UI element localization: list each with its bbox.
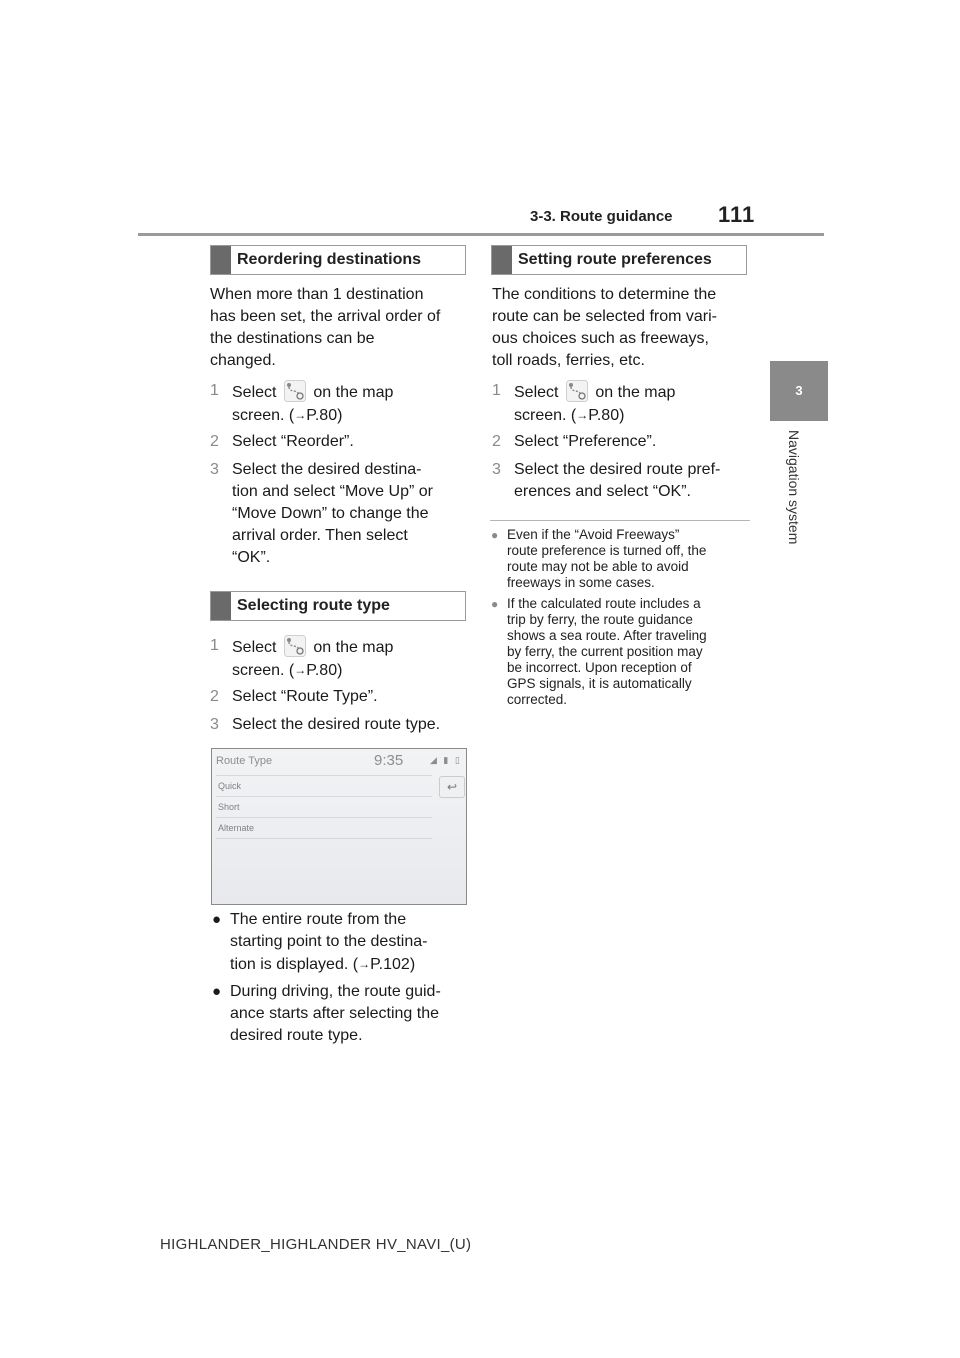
reordering-destinations-heading bbox=[210, 245, 466, 275]
note-2 bbox=[491, 596, 753, 708]
note-text: If the calculated route includes a bbox=[507, 596, 701, 611]
note-text: by ferry, the current position may bbox=[507, 644, 703, 659]
document-footer: HIGHLANDER_HIGHLANDER HV_NAVI_(U) bbox=[160, 1236, 472, 1253]
step-text: ) bbox=[337, 407, 343, 424]
option-label: Alternate bbox=[218, 823, 255, 833]
page-reference[interactable]: P.80 bbox=[306, 662, 338, 679]
bullet-text: ) bbox=[409, 956, 416, 973]
step-text: Select bbox=[232, 384, 277, 401]
section-title: 3-3. Route guidance bbox=[530, 208, 673, 225]
bullet-text: ance starts after selecting the bbox=[230, 1005, 439, 1022]
status-icons: ◢ ▮ ▯ bbox=[430, 755, 462, 765]
page-reference[interactable]: P.102 bbox=[370, 956, 410, 973]
route-type-bullet-1 bbox=[212, 909, 472, 975]
route-option-short[interactable] bbox=[216, 797, 432, 818]
note-bullet-icon: ● bbox=[491, 597, 499, 611]
step-text: Select “Reorder”. bbox=[232, 433, 354, 450]
note-text: Even if the “Avoid Freeways” bbox=[507, 527, 680, 542]
selecting-route-type-heading bbox=[210, 591, 466, 621]
step-number: 1 bbox=[210, 637, 219, 654]
note-text: freeways in some cases. bbox=[507, 575, 655, 590]
screen-title: Route Type bbox=[216, 755, 273, 767]
note-text: GPS signals, it is automatically bbox=[507, 676, 692, 691]
reorder-step-2 bbox=[210, 431, 470, 453]
note-text: corrected. bbox=[507, 692, 568, 707]
bullet-text: During driving, the route guid- bbox=[230, 983, 441, 1000]
step-number: 2 bbox=[492, 433, 501, 450]
step-number: 3 bbox=[210, 716, 219, 733]
reorder-intro bbox=[210, 284, 440, 372]
step-text: tion and select “Move Up” or bbox=[232, 483, 433, 500]
note-1 bbox=[491, 527, 753, 591]
header-rule bbox=[138, 233, 824, 236]
route-type-step-3 bbox=[210, 714, 472, 736]
step-text: arrival order. Then select bbox=[232, 527, 408, 544]
text-line: route can be selected from vari- bbox=[492, 308, 717, 325]
step-text: “OK”. bbox=[232, 549, 271, 566]
note-bullet-icon: ● bbox=[491, 528, 499, 542]
back-icon[interactable]: ↩ bbox=[439, 776, 465, 798]
page-number: 111 bbox=[718, 202, 756, 227]
step-number: 1 bbox=[492, 382, 501, 399]
text-line: When more than 1 destination bbox=[210, 286, 424, 303]
preferences-intro bbox=[492, 284, 717, 372]
route-options-icon bbox=[284, 380, 306, 402]
note-text: shows a sea route. After traveling bbox=[507, 628, 707, 643]
text-line: The conditions to determine the bbox=[492, 286, 717, 303]
bullet-icon: ● bbox=[212, 911, 222, 928]
step-text: Select bbox=[514, 384, 559, 401]
text-line: the destinations can be bbox=[210, 330, 375, 347]
preferences-step-1 bbox=[492, 380, 752, 424]
step-text: screen. ( bbox=[514, 407, 577, 424]
step-text: Select the desired destina- bbox=[232, 461, 422, 478]
step-number: 2 bbox=[210, 688, 219, 705]
note-text: route preference is turned off, the bbox=[507, 543, 707, 558]
step-text: Select the desired route type. bbox=[232, 716, 441, 733]
route-option-alternate[interactable] bbox=[216, 818, 432, 839]
bullet-icon: ● bbox=[212, 983, 222, 1000]
step-number: 1 bbox=[210, 382, 219, 399]
arrow-icon: → bbox=[294, 663, 307, 677]
route-options-icon bbox=[284, 635, 306, 657]
bullet-text: The entire route from the bbox=[230, 911, 407, 928]
route-option-quick[interactable] bbox=[216, 776, 432, 797]
step-text: on the map bbox=[595, 384, 676, 401]
chapter-label: Navigation system bbox=[786, 430, 802, 545]
step-text: ) bbox=[619, 407, 625, 424]
page-reference[interactable]: P.80 bbox=[306, 407, 338, 424]
route-type-step-2 bbox=[210, 686, 470, 708]
note-text: route may not be able to avoid bbox=[507, 559, 689, 574]
step-text: “Move Down” to change the bbox=[232, 505, 429, 522]
step-text: Select bbox=[232, 639, 277, 656]
step-text: on the map bbox=[313, 384, 394, 401]
arrow-icon: → bbox=[576, 408, 589, 422]
note-text: be incorrect. Upon reception of bbox=[507, 660, 692, 675]
step-text: Select “Route Type”. bbox=[232, 688, 378, 705]
reorder-step-1 bbox=[210, 380, 470, 424]
chapter-tab bbox=[770, 361, 828, 421]
setting-route-preferences-heading bbox=[491, 245, 747, 275]
step-text: screen. ( bbox=[232, 662, 295, 679]
chapter-tab-number: 3 bbox=[795, 383, 803, 398]
text-line: ous choices such as freeways, bbox=[492, 330, 709, 347]
screen-clock: 9:35 bbox=[374, 752, 404, 769]
note-text: trip by ferry, the route guidance bbox=[507, 612, 693, 627]
option-label: Quick bbox=[218, 781, 242, 791]
bullet-text: desired route type. bbox=[230, 1027, 363, 1044]
reorder-step-3 bbox=[210, 459, 470, 569]
preferences-step-2 bbox=[492, 431, 752, 453]
arrow-icon: → bbox=[294, 408, 307, 422]
step-number: 3 bbox=[492, 461, 501, 478]
text-line: changed. bbox=[210, 352, 276, 369]
text-line: has been set, the arrival order of bbox=[210, 308, 441, 325]
bullet-text: starting point to the destina- bbox=[230, 933, 428, 950]
arrow-icon: → bbox=[358, 957, 371, 971]
preferences-step-3 bbox=[492, 459, 754, 503]
route-options-icon bbox=[566, 380, 588, 402]
step-text: Select the desired route pref- bbox=[514, 461, 721, 478]
route-type-bullet-2 bbox=[212, 981, 474, 1047]
route-type-screen-image bbox=[211, 748, 467, 905]
heading-text: Setting route preferences bbox=[518, 251, 712, 268]
step-text: Select “Preference”. bbox=[514, 433, 657, 450]
step-text: on the map bbox=[313, 639, 394, 656]
bullet-text: tion is displayed. ( bbox=[230, 956, 359, 973]
step-number: 3 bbox=[210, 461, 219, 478]
heading-text: Reordering destinations bbox=[237, 251, 422, 268]
option-label: Short bbox=[218, 802, 240, 812]
step-text: ) bbox=[337, 662, 343, 679]
step-text: erences and select “OK”. bbox=[514, 483, 691, 500]
step-text: screen. ( bbox=[232, 407, 295, 424]
step-number: 2 bbox=[210, 433, 219, 450]
text-line: toll roads, ferries, etc. bbox=[492, 352, 645, 369]
page-reference[interactable]: P.80 bbox=[588, 407, 620, 424]
route-type-step-1 bbox=[210, 635, 470, 679]
heading-text: Selecting route type bbox=[237, 597, 390, 614]
notes-divider bbox=[490, 520, 750, 521]
